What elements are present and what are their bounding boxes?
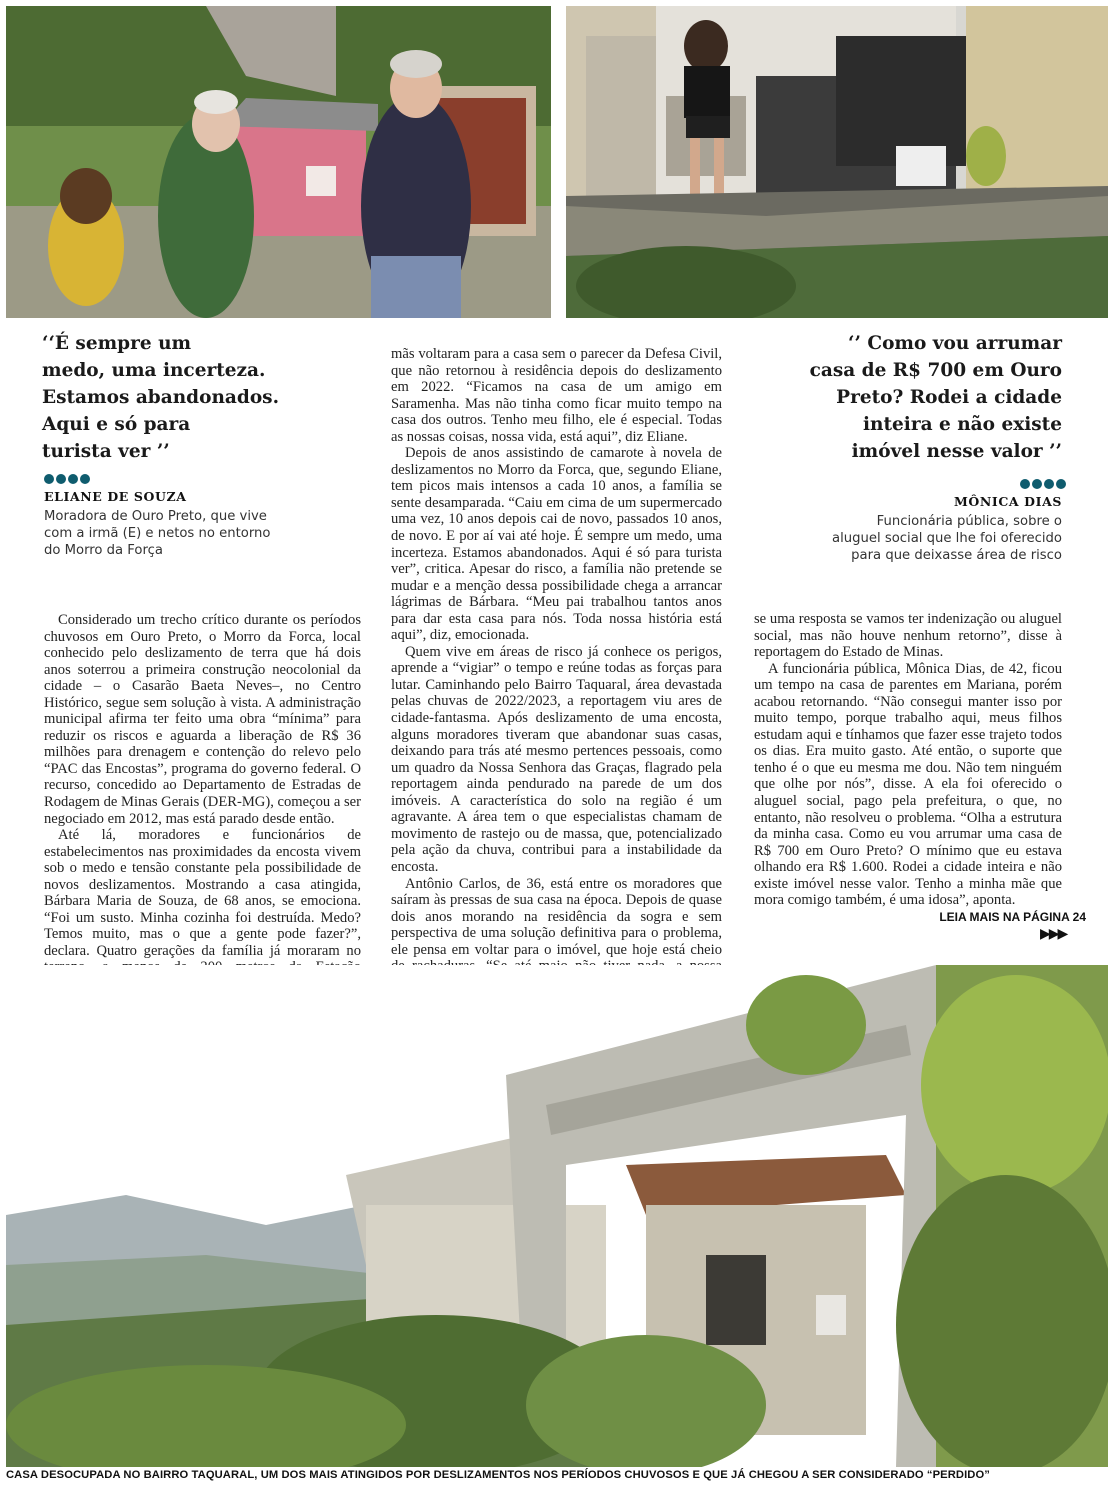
- paragraph: Antônio Carlos, de 36, está entre os moradores que saíram às pressas de sua casa na época. Depois de quase dois anos morando na residência da sogra e sem perspectiva de uma solução definitiva para o problema, ele pensa em voltar para o imóvel, que hoje está cheio: [391, 875, 722, 958]
- quote-dots-left: [44, 474, 90, 484]
- dot-icon: [44, 474, 54, 484]
- quote-author-left: ELIANE DE SOUZA: [44, 489, 187, 504]
- quote-author-desc-left: Moradora de Ouro Preto, que vive com a irmã (E) e netos no entorno do Morro da Força: [44, 509, 271, 558]
- quote-author-desc-right: Funcionária pública, sobre o aluguel social que lhe foi oferecido para que deixasse área de risco: [832, 514, 1062, 563]
- pull-quote-right: ‘’ Como vou arrumar casa de R$ 700 em Ouro Preto? Rodei a cidade inteira e não existe imóvel nesse valor ’’: [809, 333, 1062, 462]
- paragraph: A funcionária pública, Mônica Dias, de 42, ficou um tempo na casa de parentes em Mariana, porém acabou retornando. “Não consegui manter isso por muito tempo, porque trabalho aqui, meus filhos estudam aqui e tínhamos que fazer esse trajeto todos os dias. Era muito gasto. Até então, o suporte que tenho é o que eu mesma me dou. Não tem ninguém que olhe por nós”, disse. A ela foi oferecido o aluguel social, pago pela prefeitura, o que, no entanto, não resolveu o problema. “Olha a estrutura da minha casa. Como eu vou arrumar uma casa de R$ 700 em Ouro Preto? O mínimo que eu estava olhando era R$ 1.600. Rodei a cidade inteira e não existe imóvel nesse valor. Tenho a minha mãe que mora comigo também, é uma idosa”, aponta.: [754, 660, 1062, 909]
- quote-dots-right: [1020, 479, 1066, 489]
- paragraph: Considerado um trecho crítico durante os períodos chuvosos em Ouro Preto, o Morro da Forca, local conhecido pelo deslizamento de terra que há dois anos soterrou a primeira construção neocolonial da cidade – o Casarão Baeta Neves–, no Centro Histórico, segue sem solução à vista. A administração municipal afirma ter feito uma obra “mínima” para reduzir os riscos e aguarda a liberação de R$ 36 milhões para drenagem e contenção do relevo pelo “PAC das Encostas”, programa do governo federal. O recurso, concedido ao Departamento de Estradas de Rodagem de Minas Gerais (DER-MG), começou a ser negociado em 2012, mas está parado desde então.: [44, 612, 361, 827]
- quote-author-right: MÔNICA DIAS: [953, 494, 1062, 509]
- paragraph: Quem vive em áreas de risco já conhece os perigos, aprende a “vigiar” o tempo e reúne todas as forças para lutar. Caminhando pelo Bairro Taquaral, área devastada pelas chuvas de 2022/2023, a reportagem viu ares de cidade-fantasma. Após deslizamento de uma encosta, alguns moradores tiveram que abandonar suas casas, deixando para trás até mesmo pertences pessoais, como um quadro da Nossa Senhora das Graças, flagrado pela reportagem ainda pendurado na parede de um dos imóveis. A característica do solo na região é um agravante. A área tem o que especialistas chamam de movimento de rastejo ou de massa, que, potencializado pela ação da chuva, contribui para a instabilidade da encosta.: [391, 643, 722, 875]
- dot-icon: [68, 474, 78, 484]
- dot-icon: [56, 474, 66, 484]
- article-column-2: [391, 346, 722, 1041]
- dot-icon: [80, 474, 90, 484]
- dot-icon: [1044, 479, 1054, 489]
- photo-woman-on-porch: [566, 6, 1108, 318]
- dot-icon: [1020, 479, 1030, 489]
- read-more-link[interactable]: LEIA MAIS NA PÁGINA 24: [939, 910, 1086, 924]
- photo-abandoned-house: [6, 965, 1108, 1467]
- photo-women-pink-house: [6, 6, 551, 318]
- paragraph: se uma resposta se vamos ter indenização ou aluguel social, mas não houve nenhum retorno”, disse à reportagem do Estado de Minas.: [754, 611, 1062, 661]
- dot-icon: [1032, 479, 1042, 489]
- paragraph: Até lá, moradores e funcionários de estabelecimentos nas proximidades da encosta vivem sob o medo e tensão constante pela possibilidade de novos deslizamentos. Mostrando a casa atingida, Bárbara Maria de Souza, de 68 anos, se emociona. “Foi um susto. Minha cozinha foi destruída. Medo? Temos muito, mas o que a gente pode fazer?”, declara. Quatro gerações da família já moraram no: [44, 827, 361, 959]
- paragraph: Depois de anos assistindo de camarote à novela de deslizamentos no Morro da Forca, que, segundo Eliane, tem picos mais intensos a cada 10 anos, a família se sente desamparada. “Caiu em cima de um supermercado uma vez, 10 anos depois cai de novo, passados 10 anos, de novo. E por aí vai até hoje. É sempre um medo, uma incerteza. Estamos abandonados. Aqui é só para turista ver”, critica. Apesar do risco, a família não pretende se mudar e a menção dessa possibilidade chega a arrancar lágrimas de Bárbara. “Meu pai trabalhou tantos anos para dar esta casa para nós. Toda nossa história está aqui”, diz, emocionada.: [391, 445, 722, 644]
- arrow-right-icon: ▶▶▶: [1040, 927, 1067, 942]
- article-column-3: [754, 611, 1062, 909]
- photo-caption: CASA DESOCUPADA NO BAIRRO TAQUARAL, UM DOS MAIS ATINGIDOS POR DESLIZAMENTOS NOS PERÍODOS CHUVOSOS E QUE JÁ CHEGOU A SER CONSIDERADO “PERDIDO”: [6, 1469, 990, 1481]
- dot-icon: [1056, 479, 1066, 489]
- pull-quote-left: ‘‘É sempre um medo, uma incerteza. Estamos abandonados. Aqui e só para turista ver ’’: [42, 333, 280, 462]
- paragraph: mãs voltaram para a casa sem o parecer da Defesa Civil, que não retornou à residência depois do deslizamento em 2022. “Ficamos na casa de um amigo em Saramenha. Mas não tinha como ficar muito tempo na casa dos outros. Tenho meu filho, ele é especial. Todas as nossas coisas, nossa vida, está aqui”, diz Eliane.: [391, 346, 722, 445]
